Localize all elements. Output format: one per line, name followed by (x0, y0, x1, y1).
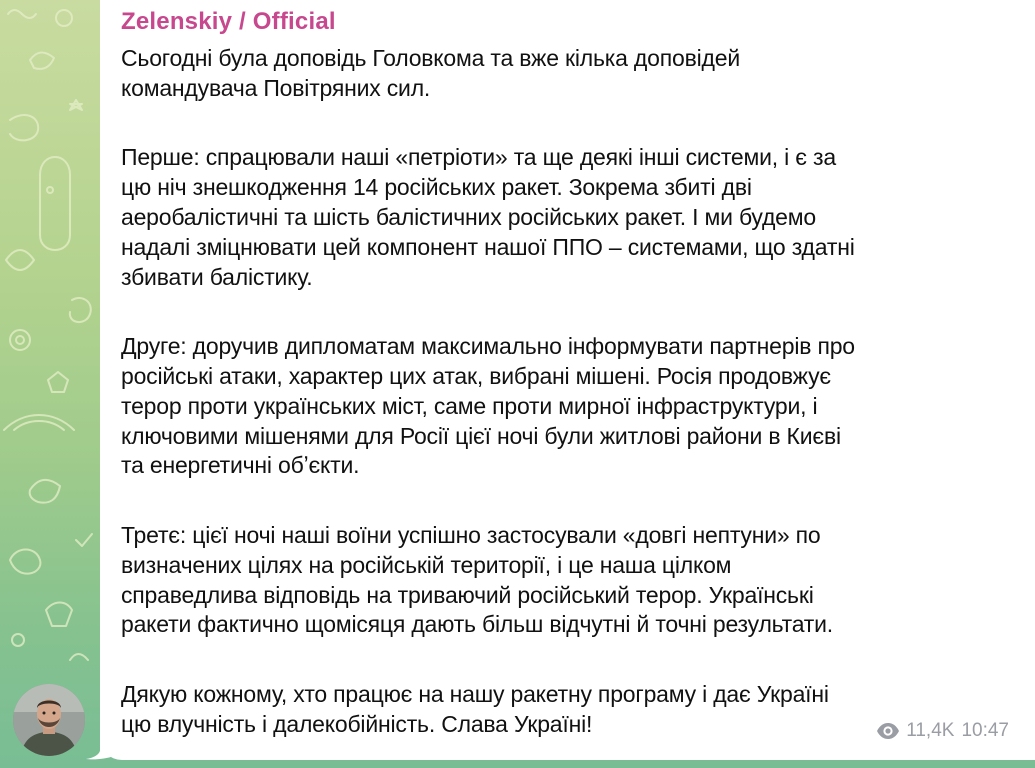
message-line: та енергетичні обʼєкти. (121, 452, 360, 479)
view-count: 11,4K (906, 720, 955, 741)
chat-wallpaper-doodles (0, 0, 110, 768)
message-paragraph-1 (121, 44, 1021, 104)
eye-icon (876, 722, 900, 740)
message-line: Друге: доручив дипломатам максимально інформувати партнерів про (121, 333, 855, 360)
message-text (121, 44, 1021, 740)
message-line: цю влучність і далекобійність. Слава Україні! (121, 710, 593, 737)
message-line: командувача Повітряних сил. (121, 74, 431, 101)
message-time: 10:47 (961, 720, 1009, 741)
message-line: цю ніч знешкодження 14 російських ракет. Зокрема збиті дві (121, 174, 752, 201)
message-line: ключовими мішенями для Росії цієї ночі були житлові райони в Києві (121, 422, 841, 449)
message-line: терор проти українських міст, саме проти мирної інфраструктури, і (121, 392, 818, 419)
bubble-tail (84, 736, 114, 760)
channel-avatar[interactable] (13, 684, 85, 756)
message-line: справедлива відповідь на триваючий російський терор. Українські (121, 581, 814, 608)
message-line: Дякую кожному, хто працює на нашу ракетну програму і дає Україні (121, 680, 829, 707)
message-line: збивати балістику. (121, 263, 313, 290)
message-line: аеробалістичні та шість балістичних російських ракет. І ми будемо (121, 203, 816, 230)
message-paragraph-3 (121, 332, 1021, 481)
message-line: надалі зміцнювати цей компонент нашої ППО – системами, що здатні (121, 233, 855, 260)
message-line: Третє: цієї ночі наші воїни успішно застосували «довгі нептуни» по (121, 521, 821, 548)
message-meta (876, 720, 1009, 742)
message-line: Перше: спрацювали наші «петріоти» та ще деякі інші системи, і є за (121, 144, 836, 171)
message-paragraph-2 (121, 143, 1021, 292)
message-paragraph-4 (121, 521, 1021, 640)
message-line: ракети фактично щомісяця дають більш відчутні й точні результати. (121, 611, 833, 638)
message-line: Сьогодні була доповідь Головкома та вже кілька доповідей (121, 45, 740, 71)
sender-name[interactable]: Zelenskiy / Official (121, 8, 336, 35)
message-line: визначених цілях на російській території, і це наша цілком (121, 551, 732, 578)
message-line: російські атаки, характер цих атак, вибрані мішені. Росія продовжує (121, 362, 831, 389)
avatar-portrait-image (13, 684, 85, 756)
